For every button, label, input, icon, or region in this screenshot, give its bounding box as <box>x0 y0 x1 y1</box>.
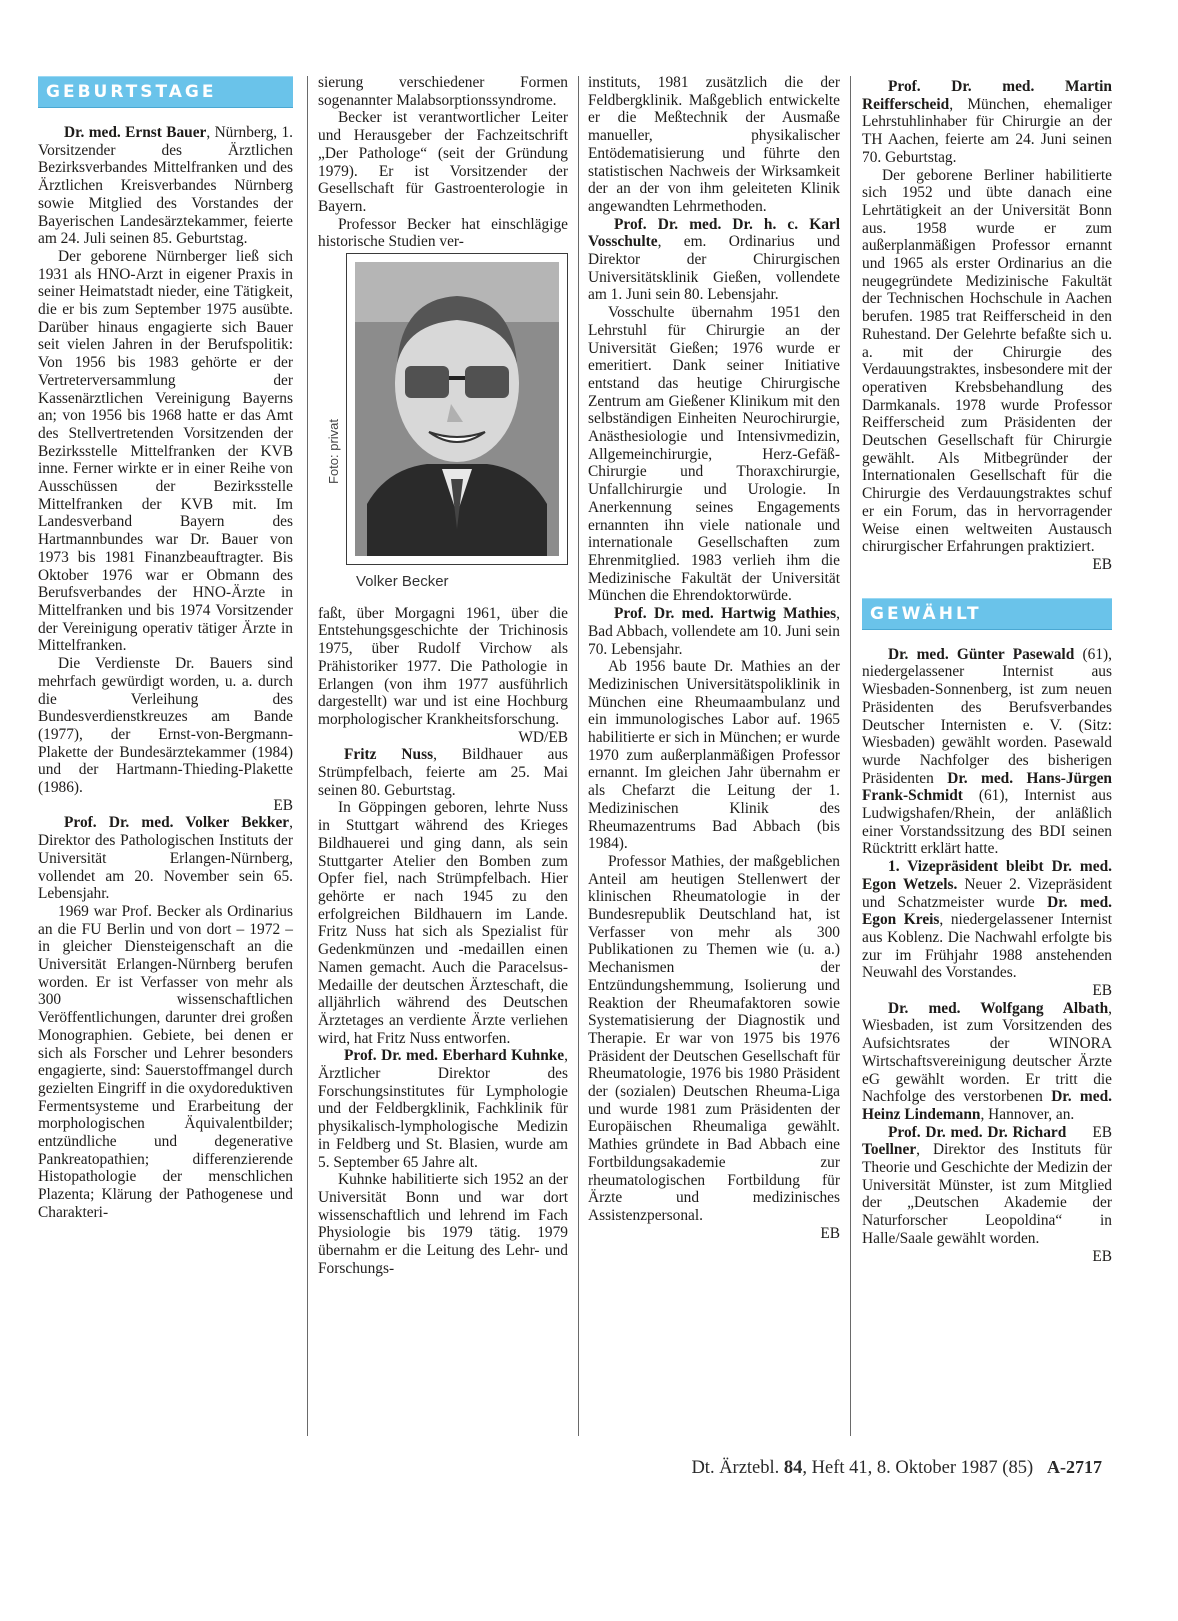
author-signature: EB <box>1092 555 1112 573</box>
entry-text: , Ärztlicher Direktor des Forschungsinstitutes für Lymphologie und der Feldbergklinik, Fachklinik für physikalisch-lymphologische Medizin in Feldberg und St. Blasien, wurde am 5. September 65 Jahre alt. <box>318 1047 568 1171</box>
entry-text: (61), niedergelassener Internist aus Wiesbaden-Sonnenberg, ist zum neuen Präsidenten des Berufsverbandes Deutscher Internisten e. V. (Sitz: Wiesbaden) gewählt worden. Pasewald wurde Nachfolger des bisherigen Präsidenten <box>862 645 1112 787</box>
page-footer <box>610 1457 1102 1479</box>
paragraph: Kuhnke habilitierte sich 1952 an der Universität Bonn und war dort wissenschaftlich und lehrend im Fach Physiologie bis 1979 tätig. 1979 übernahm er die Leitung des Lehr- und Forschungs- <box>318 1171 568 1277</box>
page-number: A-2717 <box>1047 1457 1102 1477</box>
person-name: Prof. Dr. med. Dr. Richard Toellner <box>862 1123 1067 1159</box>
person-name: Prof. Dr. med. Dr. h. c. Karl Vosschulte <box>588 215 840 251</box>
author-signature: EB <box>1092 982 1112 1000</box>
paragraph: In Göppingen geboren, lehrte Nuss in Stuttgart während des Krieges Bildhauerei und ging dann, als sein Stuttgarter Atelier den Bomben zum Opfer fiel, nach Strümpfelbach. Hier gehörte er nach 1945 zu den erfolgreichen Bildhauern im Lande. Fritz Nuss hat sich als Spezialist für Gedenkmünzen und -medaillen einen Namen gemacht. Auch die Paracelsus-Medaille der deutschen Ärzteschaft, die alljährlich während des Deutschen Ärztetages an verdiente Ärzte verliehen wird, hat Fritz Nuss entworfen. <box>318 799 568 1047</box>
person-name: Dr. med. Heinz Lindemann <box>862 1088 1112 1123</box>
person-name: Dr. med. Günter Pasewald <box>888 645 1075 663</box>
column-rule <box>578 76 579 1436</box>
paragraph-text: Die Verdienste Dr. Bauers sind mehrfach gewürdigt worden, u. a. durch die Verleihung des Bundesverdienstkreuzes am Bande (1977), der Ernst-von-Bergmann-Plakette der Bundesärztekammer (1984) und der Hartmann-Thieding-Plakette (1986). <box>38 655 293 797</box>
person-name: Dr. med. Wolfgang Albath <box>888 999 1109 1017</box>
column-2 <box>318 74 568 1277</box>
entry-text: , em. Ordinarius und Direktor der Chirurgischen Universitätsklinik Gießen, vollendete am 1. Juni sein 80. Lebensjahr. <box>588 233 840 304</box>
journal-name: Dt. Ärztebl. <box>691 1458 780 1478</box>
column-4 <box>862 78 1112 1265</box>
paragraph-text: Der geborene Berliner habilitierte sich 1952 und übte danach eine Lehrtätigkeit an der Universität Bonn aus. 1958 wurde er zum außerplanmäßigen Professor ernannt und 1965 als erster Ordinarius an die neugegründete Medizinische Fakultät der Technischen Hochschule in Aachen berufen. 1985 trat Reifferscheid in den Ruhestand. Der Gelehrte befaßte sich u. a. mit der Chirurgie des Verdauungstraktes, insbesondere mit der operativen Krebsbehandlung des Darmkanals. 1978 wurde Professor Reifferscheid zum Präsidenten der Deutschen Gesellschaft für Chirurgie gewählt. Als Mitbegründer der Internationalen Gesellschaft für die Chirurgie des Verdauungstraktes schuf er ein Forum, das in hervorragender Weise einen weltweiten Austausch chirurgischer Erfahrungen praktiziert. <box>862 166 1112 556</box>
entry-mathies <box>588 605 840 658</box>
person-name: Dr. med. Ernst Bauer <box>64 124 207 141</box>
entry-text: , München, ehemaliger Lehrstuhlinhaber für Chirurgie an der TH Aachen, feierte am 24. Juni seinen 70. Geburtstag. <box>862 95 1112 166</box>
entry-text: , Hannover, an. <box>980 1105 1075 1123</box>
author-signature: WD/EB <box>518 728 568 746</box>
portrait-image <box>347 254 567 564</box>
paragraph <box>38 655 293 814</box>
section-banner-elected: GEWÄHLT <box>862 598 1112 630</box>
column-rule <box>850 76 851 1436</box>
entry-text: , Nürnberg, 1. Vorsitzender des Ärztlichen Bezirksverbandes Mittelfranken und des Ärztlichen Kreisverbandes Nürnberg sowie Mitglied des Vorstandes der Bayerischen Landesärztekammer, feierte am 24. Juli seinen 85. Geburtstag. <box>38 124 293 248</box>
entry-becker <box>38 814 293 903</box>
entry-toellner <box>862 1124 1112 1266</box>
person-name: Dr. med. Egon Kreis <box>862 893 1112 929</box>
paragraph: instituts, 1981 zusätzlich die der Feldbergklinik. Maßgeblich entwickelte er die Meßtechnik der Ausmaße manueller, physikalischer Entödematisierung und führte den statistischen Nachweis der Wirksamkeit der an der von ihm geleiteten Klinik angewandten Lehrmethoden. <box>588 74 840 215</box>
paragraph: faßt, über Morgagni 1961, über die Entstehungsgeschichte der Trichinosis 1975, über Rudolf Virchow als Prähistoriker 1977. Die Pathologie in Erlangen (von ihm 1977 ausführlich dargestellt) war und ist eine Hochburg morphologischer Krankheitsforschung. WD/EB <box>318 604 568 746</box>
author-signature: EB <box>820 1224 840 1242</box>
paragraph-text: Professor Mathies, der maßgeblichen Anteil am heutigen Stellenwert der klinischen Rheumatologie in der Bundesrepublik Deutschland hat, ist Verfasser von mehr als 300 Publikationen zu Themen wie (u. a.) Mechanismen der Entzündungshemmung, Isolierung und Reaktion der Rheumafaktoren sowie Systematisierung der Diagnostik und Therapie. Er war von 1975 bis 1976 Präsident der Deutschen Gesellschaft für Rheumatologie, 1976 bis 1980 Präsident der (sozialen) Deutschen Rheuma-Liga und wurde 1981 zum Präsidenten der Europäischen Rheumaliga gewählt. Mathies gründete in Bad Abbach eine Fortbildungsakademie zur rheumatologischen Fortbildung für Ärzte und medizinisches Assistenzpersonal. <box>588 852 840 1224</box>
entry-text: , Bildhauer aus Strümpfelbach, feierte am 25. Mai seinen 80. Geburtstag. <box>318 746 568 799</box>
author-signature: EB <box>1092 1123 1112 1141</box>
paragraph: 1969 war Prof. Becker als Ordinarius an die FU Berlin und von dort – 1972 – in gleicher Diensteigenschaft an die Universität Erlangen-Nürnberg berufen worden. Er ist Verfasser von mehr als 300 wissenschaftlichen Veröffentlichungen, darunter drei großen Monographien. Gebiete, bei denen er sich als Forscher und Lehrer besonders engagierte, sind: Sauerstoffmangel durch gezielten Eingriff in die oxydoreduktiven Fermentsysteme und Erarbeitung der morphologischen Äquivalentbilder; entzündliche und degenerative Pankreatopathien; differenzierende Histopathologie der menschlichen Plazenta; Klärung der Pathogenese und Charakteri- <box>38 902 293 1221</box>
entry-text: , Direktor des Instituts für Theorie und Geschichte der Medizin der Universität Münster, ist zum Mitglied der „Deutschen Akademie der Naturforscher Leopoldina“ in Halle/Saale gewählt worden. <box>862 1141 1112 1247</box>
entry-pasewald <box>862 646 1112 858</box>
entry-text: , Direktor des Pathologischen Instituts der Universität Erlangen-Nürnberg, vollendet am 20. November sein 65. Lebensjahr. <box>38 814 293 903</box>
entry-text: , niedergelassener Internist aus Koblenz. Die Nachwahl erfolgte bis zur im Frühjahr 1988 anstehenden Neuwahl des Vorstandes. <box>862 911 1112 982</box>
paragraph-start: Professor Becker hat einschlägige historische Studien ver- <box>318 215 568 251</box>
author-signature: EB <box>273 796 293 814</box>
person-name: Prof. Dr. med. Eberhard Kuhnke <box>344 1047 565 1065</box>
person-name: Prof. Dr. med. Martin Reifferscheid <box>862 78 1112 113</box>
entry-kuhnke <box>318 1047 568 1171</box>
section-banner-birthdays: GEBURTSTAGE <box>38 76 293 108</box>
author-signature: EB <box>1092 1247 1112 1265</box>
entry-vosschulte <box>588 216 840 305</box>
entry-text: , Wiesbaden, ist zum Vorsitzenden des Aufsichtsrates der WINORA Wirtschaftsvereinigung deutscher Ärzte eG gewählt worden. Er tritt die Nachfolge des verstorbenen <box>862 999 1112 1106</box>
paragraph: Becker ist verantwortlicher Leiter und Herausgeber der Fachzeitschrift „Der Pathologe“ (seit der Gründung 1979). Er ist Vorsitzender der Gesellschaft für Gastroenterologie in Bayern. <box>318 109 568 215</box>
paragraph: sierung verschiedener Formen sogenannter Malabsorptionssyndrome. <box>318 74 568 109</box>
lead-text: 1. Vizepräsident bleibt Dr. med. Egon Wetzels. <box>862 858 1112 893</box>
entry-wetzels <box>862 858 1112 1000</box>
entry-nuss <box>318 746 568 799</box>
paragraph: Der geborene Nürnberger ließ sich 1931 als HNO-Arzt in eigener Praxis in seiner Heimatstadt nieder, eine Tätigkeit, die er bis zum September 1975 ausübte. Darüber hinaus engagierte sich Bauer seit vielen Jahren in der Berufspolitik: Von 1956 bis 1983 gehörte er der Vertreterversammlung der Kassenärztlichen Vereinigung Bayerns an; von 1956 bis 1968 hatte er das Amt des Stellvertretenden Vorsitzenden der Bezirksstelle Mittelfranken der KVB inne. Ferner wirkte er in einer Reihe von Ausschüssen der Bezirksstelle Mittelfranken der KVB mit. Im Landesverband Bayern des Hartmannbundes war Dr. Bauer von 1973 bis 1981 Finanzbeauftragter. Bis Oktober 1976 war er Obmann des Berufsverbandes der HNO-Ärzte in Mittelfranken und bis 1974 Vorsitzender der Vereinigung operativ tätiger Ärzte in Mittelfranken. <box>38 247 293 655</box>
entry-reifferscheid <box>862 78 1112 167</box>
person-name: Dr. med. Hans-Jürgen Frank-Schmidt <box>862 769 1112 805</box>
column-rule <box>307 76 308 1436</box>
journal-issue: , Heft 41, 8. Oktober 1987 (85) <box>802 1458 1034 1478</box>
column-3 <box>588 74 840 1242</box>
entry-text: , Bad Abbach, vollendete am 10. Juni sein 70. Lebensjahr. <box>588 605 840 658</box>
paragraph: Vosschulte übernahm 1951 den Lehrstuhl für Chirurgie an der Universität Gießen; 1976 wurde er emeritiert. Dank seiner Initiative entstand das heutige Chirurgische Zentrum am Gießener Klinikum mit den selbständigen Einheiten Neurochirurgie, Anästhesiologie und Intensivmedizin, Allgemeinchirurgie, Herz-Gefäß-Chirurgie und Thoraxchirurgie, Unfallchirurgie und Urologie. In Anerkennung seines Engagements ernannten ihn viele nationale und internationale Gesellschaften zum Ehrenmitglied. 1983 verlieh ihm die Medizinische Fakultät der Universität München die Ehrendoktorwürde. <box>588 304 840 605</box>
entry-text: Neuer 2. Vizepräsident und Schatzmeister wurde <box>862 875 1112 911</box>
photo-credit: Foto: privat <box>326 419 341 485</box>
portrait-photo <box>326 253 568 565</box>
paragraph: Ab 1956 baute Dr. Mathies an der Medizinischen Universitätspoliklinik in München eine Rheumaambulanz und ein immunologisches Labor auf. 1965 habilitierte er sich in München; er wurde 1970 zum außerplanmäßigen Professor ernannt. Im gleichen Jahr übernahm er als Chefarzt die Leitung der 1. Medizinischen Klinik des Rheumazentrums Bad Abbach (bis 1984). <box>588 658 840 853</box>
person-name: Fritz Nuss <box>344 746 434 764</box>
person-name: Prof. Dr. med. Volker Bekker <box>64 814 290 832</box>
paragraph <box>588 853 840 1242</box>
paragraph <box>862 167 1112 574</box>
photo-caption: Volker Becker <box>356 573 449 591</box>
column-1 <box>38 76 293 1222</box>
journal-volume: 84 <box>783 1458 803 1478</box>
entry-text: (61), Internist aus Ludwigshafen/Rhein, der anläßlich einer Vorstandssitzung des BDI seinen Rücktritt erklärt hatte. <box>862 787 1112 858</box>
entry-bauer <box>38 124 293 248</box>
person-name: Prof. Dr. med. Hartwig Mathies <box>614 605 837 623</box>
